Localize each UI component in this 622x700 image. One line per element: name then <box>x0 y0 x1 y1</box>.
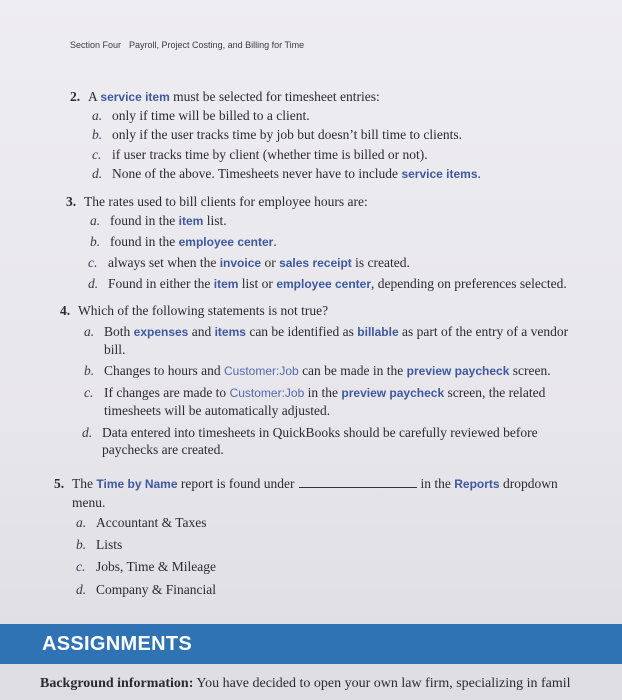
question-2-option-a: a. only if time will be billed to a client. <box>92 108 310 123</box>
question-5-option-c: c. Jobs, Time & Mileage <box>76 559 217 574</box>
question-3-option-a: a. found in the item list. <box>90 213 227 228</box>
question-2-option-d: d. None of the above. Timesheets never have to include service items. <box>92 166 481 181</box>
assignments-title: ASSIGNMENTS <box>42 633 192 655</box>
question-5: 5. The Time by Name report is found under in the Reports dropdown <box>54 476 558 491</box>
question-3-option-c: c. always set when the invoice or sales receipt is created. <box>88 255 410 270</box>
question-5-option-d: d. Company & Financial <box>76 582 216 597</box>
running-header <box>70 40 304 50</box>
section-title: Payroll, Project Costing, and Billing for Time <box>129 40 305 50</box>
question-4-option-d: d. Data entered into timesheets in QuickBooks should be carefully reviewed before paychecks are created. <box>82 425 538 457</box>
question-4-option-a: a. Both expenses and items can be identified as billable as part of the entry of a vendor bill. <box>84 324 569 357</box>
question-2: 2. A service item must be selected for timesheet entries: <box>70 89 380 104</box>
question-2-option-b: b. only if the user tracks time by job but doesn’t bill time to clients. <box>92 127 462 142</box>
question-5-option-a: a. Accountant & Taxes <box>76 515 207 530</box>
question-5-option-b: b. Lists <box>76 537 123 552</box>
question-2-option-c: c. if user tracks time by client (whether time is billed or not). <box>92 147 428 162</box>
section-label: Section Four <box>70 40 122 50</box>
question-4-option-b: b. Changes to hours and Customer:Job can be made in the preview paycheck screen. <box>84 363 551 378</box>
question-3: 3. The rates used to bill clients for employee hours are: <box>66 194 368 209</box>
question-5-stem-line2: menu. <box>72 495 106 510</box>
question-4-option-c: c. If changes are made to Customer:Job in the preview paycheck screen, the related timesheets will be automatically adjusted. <box>84 385 546 418</box>
fill-in-blank <box>299 487 417 488</box>
background-text: You have decided to open your own law firm, specializing in famil <box>193 676 571 691</box>
question-3-option-b: b. found in the employee center. <box>90 234 277 249</box>
background-information <box>40 676 571 692</box>
background-label: Background information: <box>40 676 194 691</box>
question-4: 4. Which of the following statements is not true? <box>60 303 329 318</box>
question-3-option-d: d. Found in either the item list or employee center, depending on preferences selected. <box>88 276 567 291</box>
